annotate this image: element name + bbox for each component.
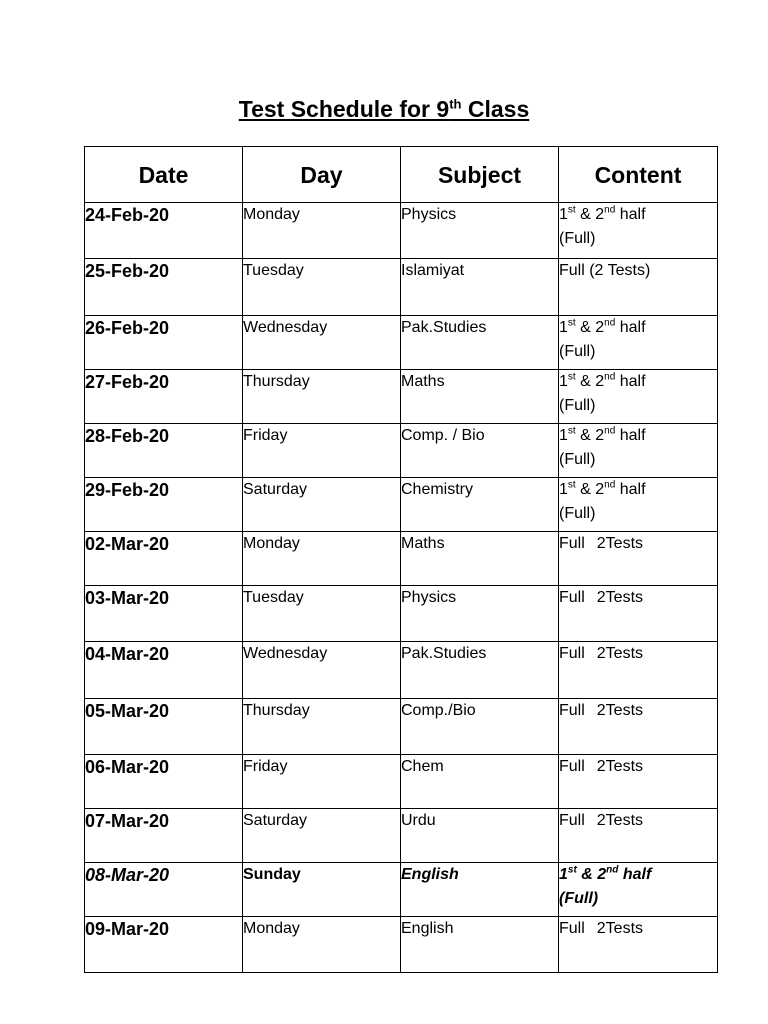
day-cell: Sunday bbox=[243, 863, 401, 917]
date-cell: 08-Mar-20 bbox=[85, 863, 243, 917]
subject-cell: Pak.Studies bbox=[401, 316, 559, 370]
date-cell: 09-Mar-20 bbox=[85, 917, 243, 973]
subject-cell: Urdu bbox=[401, 809, 559, 863]
day-cell: Tuesday bbox=[243, 586, 401, 642]
subject-cell: Maths bbox=[401, 370, 559, 424]
date-cell: 26-Feb-20 bbox=[85, 316, 243, 370]
table-row bbox=[85, 809, 718, 863]
table-row bbox=[85, 917, 718, 973]
table-row bbox=[85, 699, 718, 755]
subject-cell: Physics bbox=[401, 586, 559, 642]
day-cell: Monday bbox=[243, 532, 401, 586]
subject-cell: Comp./Bio bbox=[401, 699, 559, 755]
content-cell: 1st & 2nd half (Full) bbox=[559, 316, 718, 370]
table-row bbox=[85, 424, 718, 478]
content-cell: 1st & 2nd half (Full) bbox=[559, 424, 718, 478]
day-cell: Friday bbox=[243, 755, 401, 809]
schedule-table bbox=[84, 146, 718, 973]
table-row bbox=[85, 478, 718, 532]
content-cell: 1st & 2nd half (Full) bbox=[559, 478, 718, 532]
table-row bbox=[85, 316, 718, 370]
header-row bbox=[85, 147, 718, 203]
content-cell: Full 2Tests bbox=[559, 642, 718, 699]
subject-cell: Chemistry bbox=[401, 478, 559, 532]
date-cell: 04-Mar-20 bbox=[85, 642, 243, 699]
header-date: Date bbox=[85, 147, 243, 203]
title-text: Test Schedule for 9th Class bbox=[238, 96, 530, 122]
content-cell: 1st & 2nd half (Full) bbox=[559, 203, 718, 259]
subject-cell: English bbox=[401, 917, 559, 973]
content-cell: Full 2Tests bbox=[559, 917, 718, 973]
content-cell: Full 2Tests bbox=[559, 809, 718, 863]
subject-cell: Pak.Studies bbox=[401, 642, 559, 699]
day-cell: Tuesday bbox=[243, 259, 401, 316]
date-cell: 28-Feb-20 bbox=[85, 424, 243, 478]
subject-cell: English bbox=[401, 863, 559, 917]
day-cell: Thursday bbox=[243, 370, 401, 424]
day-cell: Wednesday bbox=[243, 316, 401, 370]
date-cell: 02-Mar-20 bbox=[85, 532, 243, 586]
date-cell: 07-Mar-20 bbox=[85, 809, 243, 863]
content-cell: Full 2Tests bbox=[559, 586, 718, 642]
table-row bbox=[85, 532, 718, 586]
day-cell: Wednesday bbox=[243, 642, 401, 699]
subject-cell: Chem bbox=[401, 755, 559, 809]
content-cell: Full 2Tests bbox=[559, 532, 718, 586]
subject-cell: Maths bbox=[401, 532, 559, 586]
day-cell: Monday bbox=[243, 917, 401, 973]
table-row bbox=[85, 642, 718, 699]
day-cell: Monday bbox=[243, 203, 401, 259]
schedule-rows bbox=[85, 203, 718, 973]
date-cell: 24-Feb-20 bbox=[85, 203, 243, 259]
day-cell: Thursday bbox=[243, 699, 401, 755]
date-cell: 29-Feb-20 bbox=[85, 478, 243, 532]
table-row bbox=[85, 203, 718, 259]
date-cell: 06-Mar-20 bbox=[85, 755, 243, 809]
content-cell: 1st & 2nd half (Full) bbox=[559, 863, 718, 917]
subject-cell: Physics bbox=[401, 203, 559, 259]
day-cell: Saturday bbox=[243, 809, 401, 863]
content-cell: Full 2Tests bbox=[559, 755, 718, 809]
table-row bbox=[85, 863, 718, 917]
date-cell: 03-Mar-20 bbox=[85, 586, 243, 642]
header-subject: Subject bbox=[401, 147, 559, 203]
content-cell: Full 2Tests bbox=[559, 699, 718, 755]
day-cell: Saturday bbox=[243, 478, 401, 532]
date-cell: 25-Feb-20 bbox=[85, 259, 243, 316]
table-row bbox=[85, 586, 718, 642]
day-cell: Friday bbox=[243, 424, 401, 478]
content-cell: Full (2 Tests) bbox=[559, 259, 718, 316]
content-cell: 1st & 2nd half (Full) bbox=[559, 370, 718, 424]
header-day: Day bbox=[243, 147, 401, 203]
header-content: Content bbox=[559, 147, 718, 203]
table-row bbox=[85, 755, 718, 809]
subject-cell: Comp. / Bio bbox=[401, 424, 559, 478]
subject-cell: Islamiyat bbox=[401, 259, 559, 316]
date-cell: 27-Feb-20 bbox=[85, 370, 243, 424]
date-cell: 05-Mar-20 bbox=[85, 699, 243, 755]
page-title bbox=[0, 96, 768, 123]
table-row bbox=[85, 259, 718, 316]
table-row bbox=[85, 370, 718, 424]
